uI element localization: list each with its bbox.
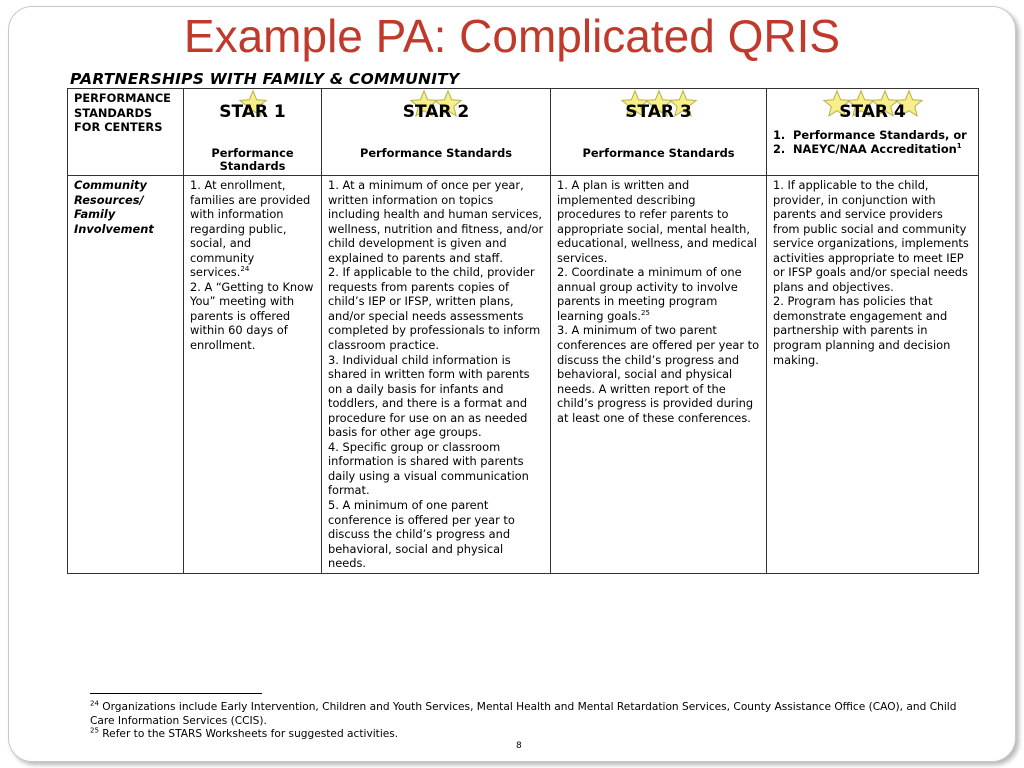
footnotes xyxy=(90,701,970,742)
footnote-24: $^{24}$ Organizations include Early Intervention, Children and Youth Services, Mental Health and Mental Retardation Services, County Assistance Office (CAO), and Child Care Information Services (CCIS). xyxy=(90,699,957,727)
star2-item-1: 1. At a minimum of once per year, written information on topics including health and human services, wellness, nutrition and fitness, and/or child development is given and explained to parents and staff. xyxy=(328,178,544,265)
star4-item-1: 1. If applicable to the child, provider, in conjunction with parents and service providers from public social and community service organizations, implements activities appropriate to meet IEP or IFSP goals and/or special needs plans and objectives. xyxy=(773,178,969,294)
star3-item-3: 3. A minimum of two parent conferences are offered per year to discuss the child’s progress and behavioral, social and physical needs. A written report of the child’s progress is provided during at least one of these conferences. xyxy=(557,323,760,425)
star4-criteria-list: 1. Performance Standards, or 2. NAEYC/NAA Accreditation$^1$ xyxy=(773,128,967,156)
star4-label: STAR 4 xyxy=(839,101,906,122)
star2-standards-cell xyxy=(322,176,551,574)
star1-header xyxy=(184,89,322,176)
document-heading: PARTNERSHIPS WITH FAMILY & COMMUNITY xyxy=(70,70,460,88)
table-header-row xyxy=(68,89,979,176)
star3-label: STAR 3 xyxy=(625,101,692,122)
footnote-25: $^{25}$ Refer to the STARS Worksheets for suggested activities. xyxy=(90,726,399,740)
table-row-community-resources xyxy=(68,176,979,574)
row-label: Community Resources/ Family Involvement xyxy=(68,176,184,574)
star1-caption: Performance Standards xyxy=(211,146,294,173)
performance-standards-header: PERFORMANCE STANDARDS FOR CENTERS xyxy=(68,89,184,176)
star2-label: STAR 2 xyxy=(402,101,470,122)
star1-item-1: 1. At enrollment, families are provided with information regarding public, social, and community services.$^{24}$ xyxy=(190,178,311,280)
star4-header xyxy=(767,89,979,176)
star3-caption: Performance Standards xyxy=(582,146,735,160)
page-number: 8 xyxy=(516,741,522,751)
star3-header xyxy=(551,89,767,176)
star2-item-3: 3. Individual child information is shared in written form with parents on a daily basis for infants and toddlers, and there is a format and procedure for use on an as needed basis for other age groups. xyxy=(328,352,530,440)
star1-item-2: 2. A “Getting to Know You” meeting with parents is offered within 60 days of enrollment. xyxy=(190,279,314,353)
star3-item-2: 2. Coordinate a minimum of one annual group activity to involve parents in meeting program learning goals.$^{25}$ xyxy=(557,265,742,323)
footnote-separator xyxy=(90,693,262,694)
star3-standards-cell xyxy=(551,176,767,574)
star2-item-5: 5. A minimum of one parent conference is offered per year to discuss the child’s progress and behavioral, social and physical needs. xyxy=(328,498,515,571)
star3-item-1: 1. A plan is written and implemented describing procedures to refer parents to appropriate social, mental health, educational, wellness, and medical services. xyxy=(557,178,757,265)
star2-caption: Performance Standards xyxy=(359,146,513,160)
star4-standards-cell xyxy=(767,176,979,574)
star2-header xyxy=(322,89,551,176)
star1-label: STAR 1 xyxy=(219,101,286,122)
slide-title: Example PA: Complicated QRIS xyxy=(183,10,841,62)
star2-item-2: 2. If applicable to the child, provider requests from parents copies of child’s IEP or IFSP, written plans, and/or special needs assessments completed by professionals to inform classroom practice. xyxy=(328,265,541,353)
star2-item-4: 4. Specific group or classroom information is shared with parents daily using a visual communication format. xyxy=(328,439,529,498)
qris-standards-table xyxy=(67,88,979,574)
star4-item-2: 2. Program has policies that demonstrate engagement and partnership with parents in program planning and decision making. xyxy=(773,294,951,367)
star4-criteria-2: NAEYC/NAA Accreditation$^1$ xyxy=(793,142,962,156)
star1-standards-cell xyxy=(184,176,322,574)
star4-criteria-1: Performance Standards, or xyxy=(793,128,967,142)
